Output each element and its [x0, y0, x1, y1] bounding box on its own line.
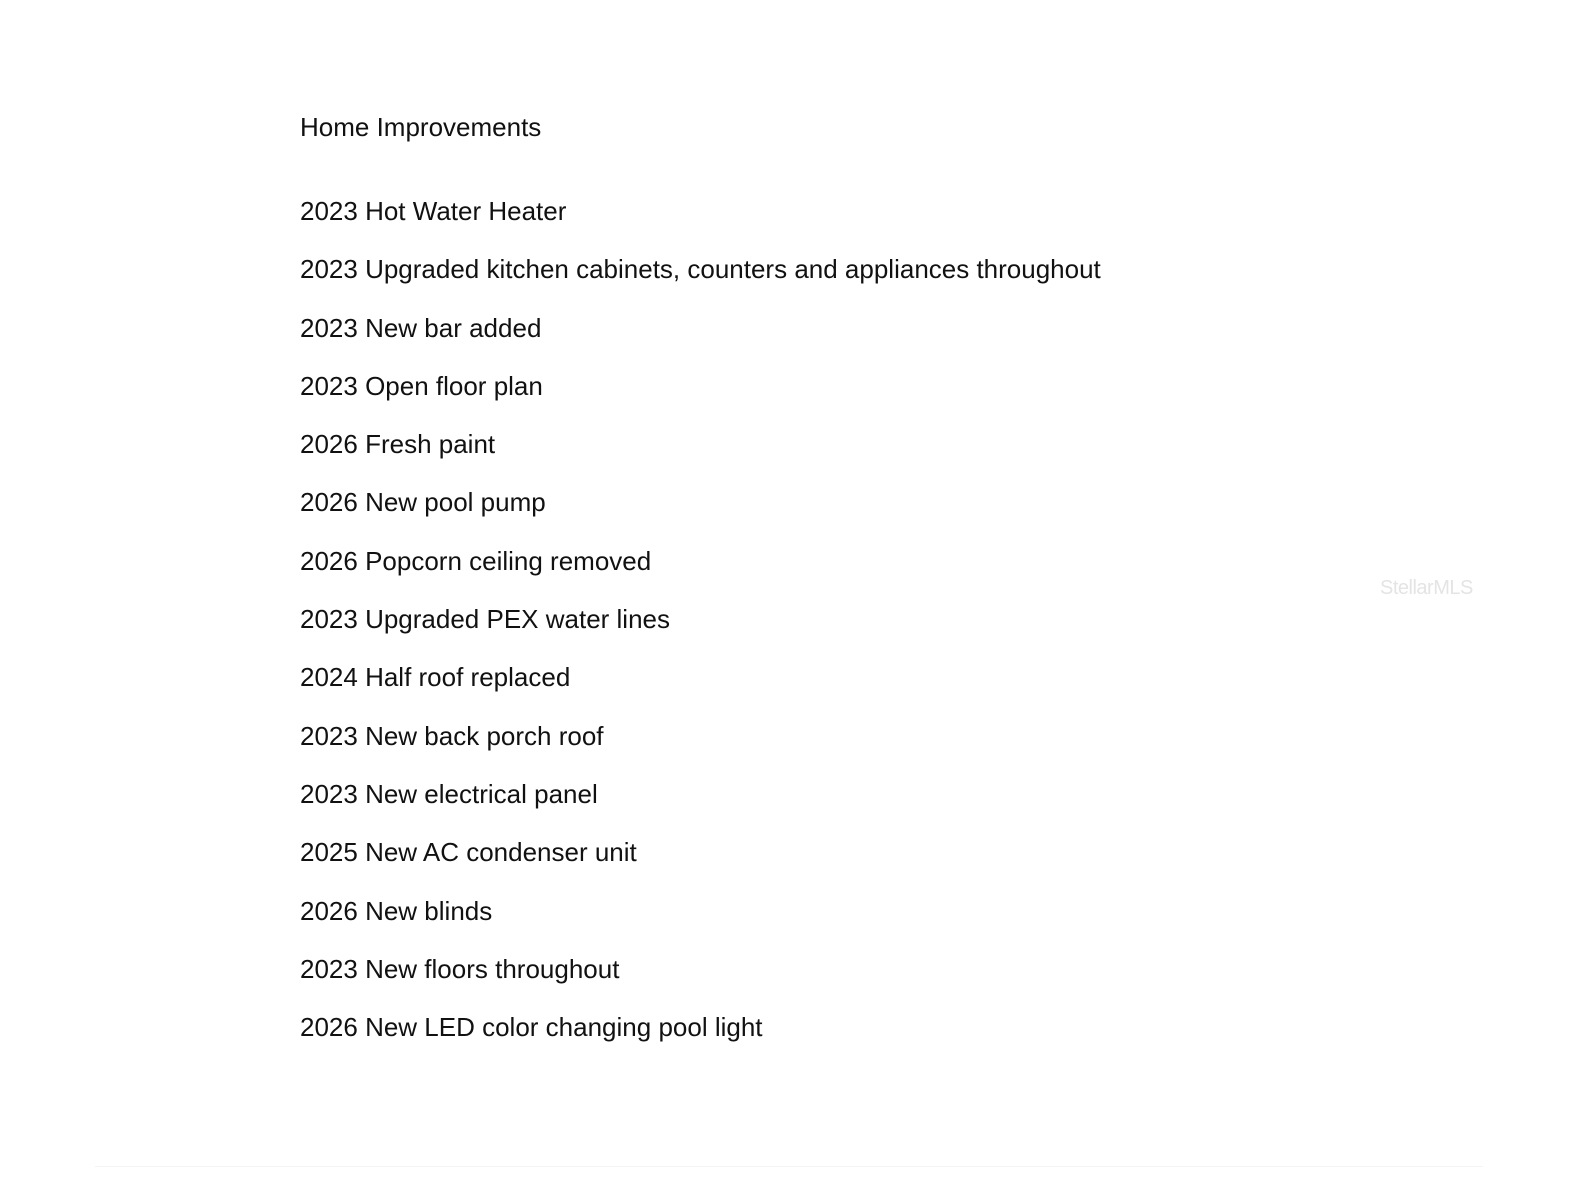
- list-item: 2023 New bar added: [300, 312, 542, 343]
- watermark: StellarMLS: [1380, 577, 1473, 599]
- list-item: 2023 Upgraded kitchen cabinets, counters and appliances throughout: [300, 254, 1101, 285]
- list-item: 2023 Open floor plan: [300, 370, 543, 401]
- list-item: 2024 Half roof replaced: [300, 662, 571, 693]
- list-item: 2023 New floors throughout: [300, 953, 620, 984]
- list-item: 2023 Hot Water Heater: [300, 196, 567, 226]
- improvement-list: [300, 196, 1101, 1070]
- list-item: 2025 New AC condenser unit: [300, 837, 637, 868]
- list-item: 2023 Upgraded PEX water lines: [300, 604, 671, 635]
- page-divider: [95, 1166, 1483, 1167]
- list-item: 2026 New LED color changing pool light: [300, 1012, 763, 1043]
- list-item: 2023 New electrical panel: [300, 778, 598, 809]
- list-item: 2026 Fresh paint: [300, 429, 496, 460]
- list-item: 2026 Popcorn ceiling removed: [300, 545, 652, 576]
- document-title: Home Improvements: [300, 112, 542, 142]
- list-item: 2026 New pool pump: [300, 487, 546, 518]
- list-item: 2023 New back porch roof: [300, 720, 604, 751]
- list-item: 2026 New blinds: [300, 895, 493, 926]
